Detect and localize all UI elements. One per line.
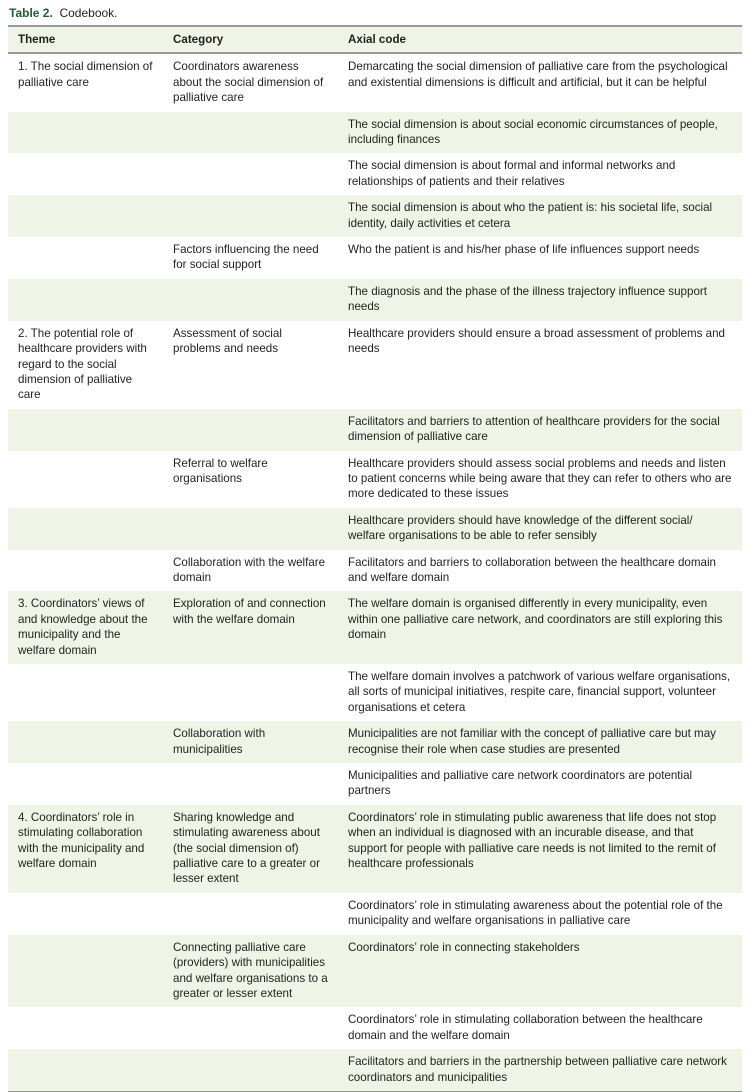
axial-code-cell: The social dimension is about social economic circumstances of people, including finances: [348, 117, 718, 147]
category-cell: [163, 508, 338, 550]
axial-code-cell: The welfare domain involves a patchwork of various welfare organisations, all sorts of municipal initiatives, respite care, financial support, volunteer organisations et cetera: [348, 670, 731, 714]
theme-cell: [8, 935, 163, 1008]
axial-code-cell: Facilitators and barriers to collaboration between the healthcare domain and welfare domain: [348, 555, 716, 584]
axial-code-cell: Coordinators’ role in connecting stakeholders: [348, 940, 580, 954]
theme-cell: [8, 763, 163, 805]
table-row: [8, 664, 742, 721]
category-cell: [163, 195, 338, 237]
theme-cell: [8, 237, 163, 279]
theme-cell: [8, 195, 163, 237]
category-cell: Assessment of social problems and needs: [173, 326, 282, 356]
axial-code-cell: Municipalities are not familiar with the concept of palliative care but may recognise their role when case studies are presented: [348, 727, 716, 756]
table-row: [8, 550, 742, 592]
header-category: Category: [173, 33, 224, 46]
axial-code-cell: Healthcare providers should have knowledge of the different social/ welfare organisations to be able to refer sensibly: [348, 513, 693, 543]
table-row: [8, 1007, 742, 1049]
table-row: [8, 153, 742, 195]
category-cell: Exploration of and connection with the welfare domain: [173, 597, 326, 626]
table-row: [8, 1049, 742, 1091]
theme-cell: [8, 112, 163, 154]
category-cell: Sharing knowledge and stimulating awareness about (the social dimension of) palliative care to a greater or lesser extent: [173, 810, 320, 886]
table-label: Table 2.: [9, 6, 53, 20]
category-cell: [163, 893, 338, 935]
axial-code-cell: Facilitators and barriers to attention of healthcare providers for the social dimension of palliative care: [348, 414, 720, 444]
axial-code-cell: The welfare domain is organised differently in every municipality, even within one palliative care network, and coordinators are still exploring this domain: [348, 597, 723, 642]
theme-cell: [8, 508, 163, 550]
table-caption: [9, 6, 118, 20]
codebook-table: [8, 25, 742, 1092]
category-cell: Referral to welfare organisations: [173, 456, 268, 485]
table-row: [8, 112, 742, 154]
table-row: [8, 721, 742, 763]
theme-cell: [8, 1007, 163, 1049]
category-cell: [163, 279, 338, 321]
table-row: [8, 805, 742, 893]
category-cell: [163, 1007, 338, 1049]
axial-code-cell: The diagnosis and the phase of the illness trajectory influence support needs: [348, 284, 707, 314]
header-theme: Theme: [18, 33, 56, 46]
theme-cell: [8, 550, 163, 592]
theme-cell: [8, 664, 163, 721]
category-cell: Collaboration with the welfare domain: [173, 555, 326, 584]
table-title: Codebook.: [59, 6, 118, 20]
category-cell: [163, 664, 338, 721]
axial-code-cell: Facilitators and barriers in the partnership between palliative care network coordinators and municipalities: [348, 1055, 727, 1084]
table-row: [8, 893, 742, 935]
header-axial-code: Axial code: [348, 33, 406, 46]
table-row: [8, 935, 742, 1008]
theme-cell: 2. The potential role of healthcare providers with regard to the social dimension of palliative care: [18, 326, 147, 402]
axial-code-cell: Healthcare providers should assess social problems and needs and listen to patient concerns while being aware that they can refer to others who are more dedicated to these issues: [348, 456, 732, 501]
theme-cell: 3. Coordinators’ views of and knowledge about the municipality and the welfare domain: [18, 597, 148, 657]
table-row: [8, 321, 742, 409]
axial-code-cell: Who the patient is and his/her phase of life influences support needs: [348, 243, 700, 257]
axial-code-cell: Healthcare providers should ensure a broad assessment of problems and needs: [348, 326, 726, 356]
theme-cell: [8, 279, 163, 321]
axial-code-cell: Demarcating the social dimension of palliative care from the psychological and existential dimensions is difficult and artificial, but it can be helpful: [348, 60, 728, 89]
axial-code-cell: Coordinators’ role in stimulating public awareness that life does not stop when an individual is diagnosed with an incurable disease, and that support for people with palliative care needs is not limited to the remit of healthcare professionals: [348, 810, 717, 871]
axial-code-cell: Coordinators’ role in stimulating awareness about the potential role of the municipality and welfare organisations in palliative care: [348, 898, 723, 928]
table-row: [8, 195, 742, 237]
table-row: [8, 409, 742, 451]
table-row: [8, 451, 742, 508]
theme-cell: [8, 409, 163, 451]
theme-cell: 4. Coordinators’ role in stimulating collaboration with the municipality and welfare domain: [18, 810, 145, 871]
category-cell: Factors influencing the need for social support: [173, 243, 319, 272]
table-row: [8, 508, 742, 550]
table-row: [8, 237, 742, 279]
category-cell: [163, 1049, 338, 1091]
theme-cell: [8, 451, 163, 508]
axial-code-cell: The social dimension is about formal and informal networks and relationships of patients and their relatives: [348, 159, 676, 188]
theme-cell: [8, 153, 163, 195]
theme-cell: [8, 1049, 163, 1091]
table-row: [8, 279, 742, 321]
table-row: [8, 591, 742, 664]
category-cell: [163, 763, 338, 805]
axial-code-cell: The social dimension is about who the patient is: his societal life, social identity, daily activities et cetera: [348, 201, 713, 230]
axial-code-cell: Coordinators’ role in stimulating collaboration between the healthcare domain and the welfare domain: [348, 1013, 703, 1042]
table-row: [8, 763, 742, 805]
table-row: [8, 53, 742, 111]
category-cell: Coordinators awareness about the social dimension of palliative care: [173, 60, 324, 105]
theme-cell: [8, 721, 163, 763]
theme-cell: 1. The social dimension of palliative care: [18, 60, 153, 89]
category-cell: Connecting palliative care (providers) with municipalities and welfare organisations to a greater or lesser extent: [173, 940, 328, 1000]
category-cell: [163, 409, 338, 451]
axial-code-cell: Municipalities and palliative care network coordinators are potential partners: [348, 769, 693, 798]
category-cell: Collaboration with municipalities: [173, 727, 266, 756]
theme-cell: [8, 893, 163, 935]
category-cell: [163, 153, 338, 195]
category-cell: [163, 112, 338, 154]
header-row: [8, 26, 742, 53]
